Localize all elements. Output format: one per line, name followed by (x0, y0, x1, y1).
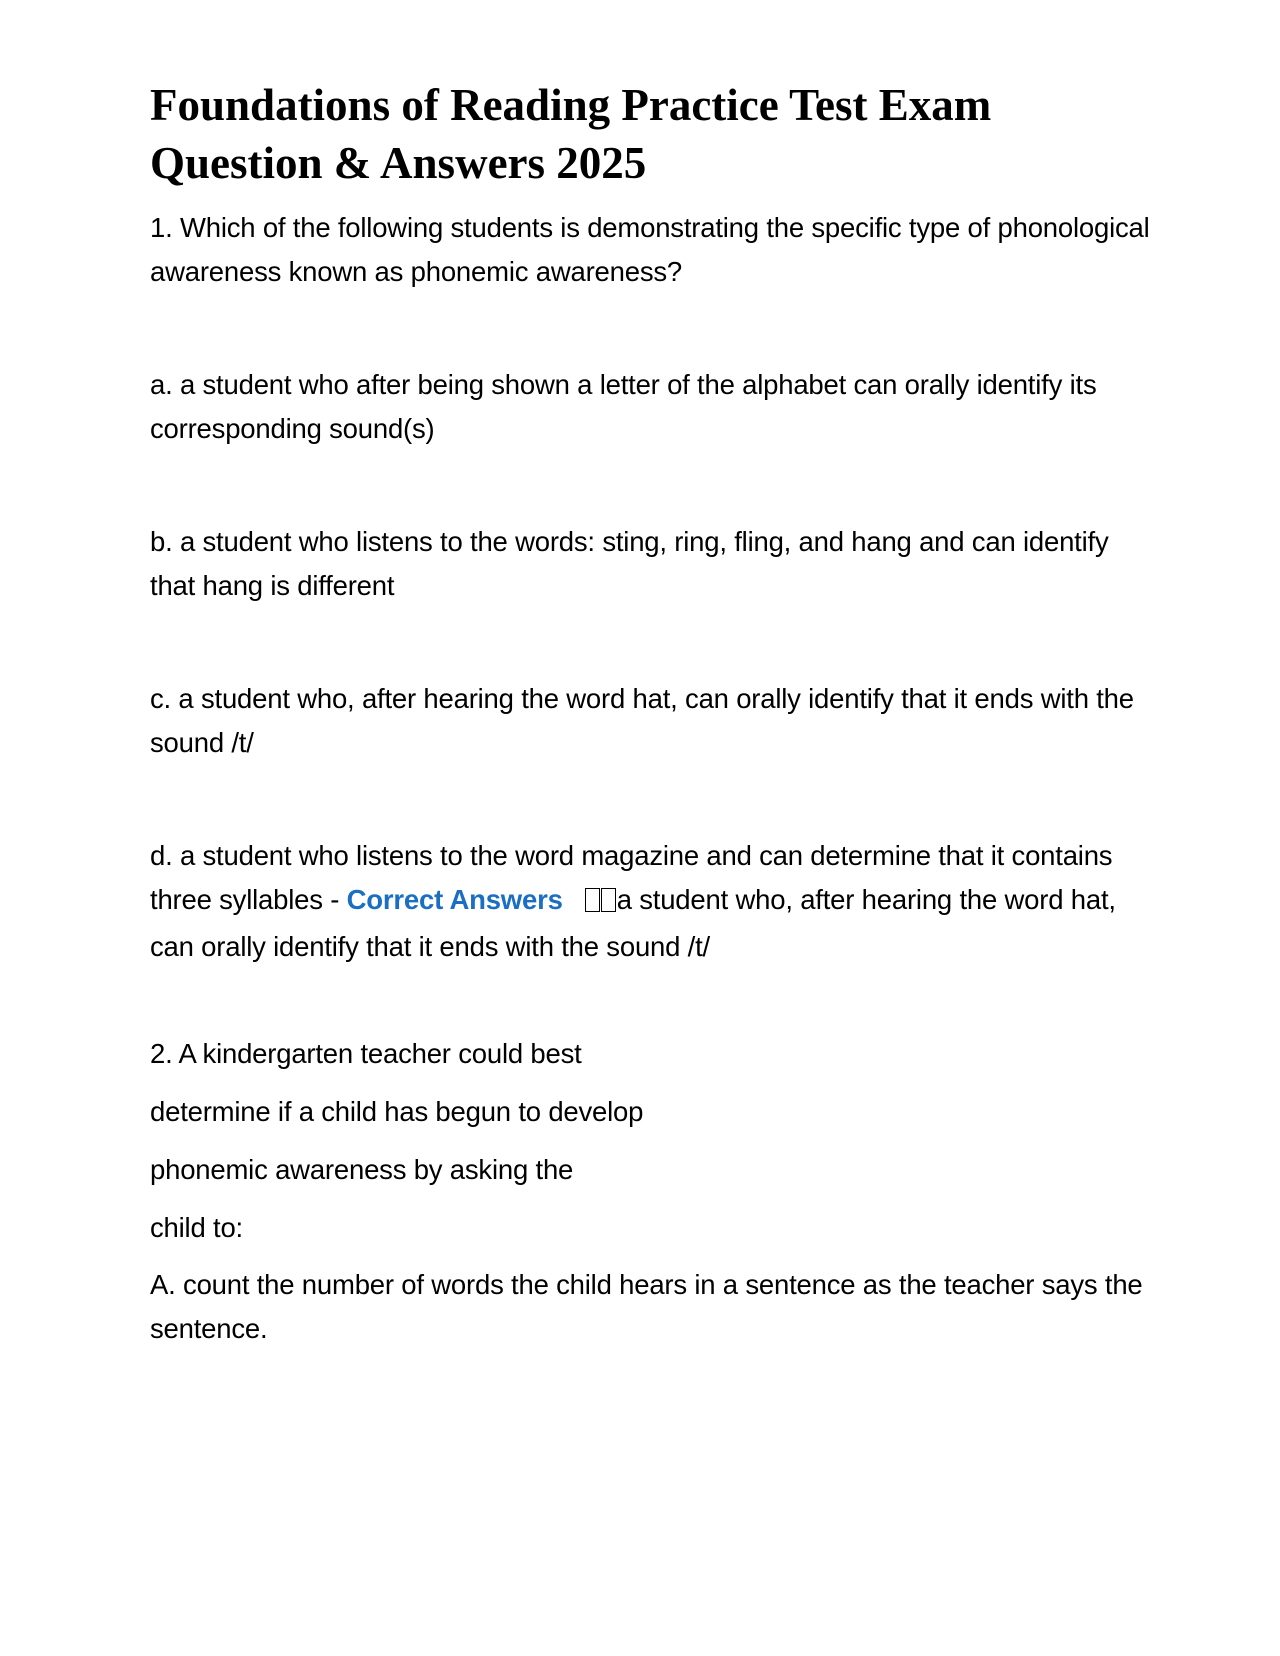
document-title: Foundations of Reading Practice Test Exam Question & Answers 2025 (150, 80, 992, 188)
question-1-stem: 1. Which of the following students is demonstrating the specific type of phonological awareness known as phonemic awareness? (150, 212, 1150, 287)
question-2-option-a: A. count the number of words the child hears in a sentence as the teacher says the sentence. (150, 1269, 1143, 1344)
question-1-option-d-with-answer (150, 834, 1160, 969)
question-1-option-c: c. a student who, after hearing the word hat, can orally identify that it ends with the sound /t/ (150, 683, 1134, 758)
question-1-option-d: d. a student who listens to the word magazine and can determine that it contains three syllables - (150, 840, 1113, 915)
missing-glyph-icon (585, 881, 617, 925)
question-1-option-b: b. a student who listens to the words: sting, ring, fling, and hang and can identify that hang is different (150, 526, 1109, 601)
question-2-stem-line-4: child to: (150, 1212, 243, 1243)
question-2-stem-line-1: 2. A kindergarten teacher could best (150, 1038, 582, 1069)
question-2-stem-line-3: phonemic awareness by asking the (150, 1154, 574, 1185)
question-2-stem-line-2: determine if a child has begun to develop (150, 1096, 644, 1127)
question-1-answer: a student who, after hearing the word hat, can orally identify that it ends with the sound /t/ (150, 884, 1116, 962)
correct-answers-label: Correct Answers (346, 884, 563, 915)
question-1-option-a: a. a student who after being shown a letter of the alphabet can orally identify its corresponding sound(s) (150, 369, 1097, 444)
